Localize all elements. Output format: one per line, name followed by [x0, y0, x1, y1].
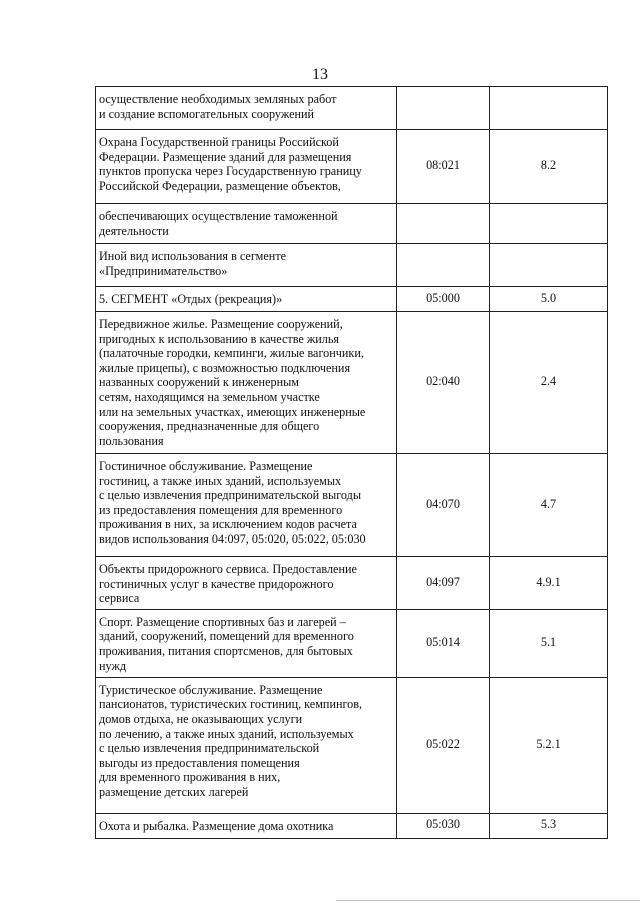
description-line: проживания, питания спортсменов, для бытовых — [99, 643, 353, 658]
cell-code — [397, 312, 490, 454]
description-line: пансионатов, туристических гостиниц, кемпингов, — [99, 697, 363, 712]
description-line: гостиничных услуг в качестве придорожного — [99, 576, 334, 591]
cell-description — [96, 130, 397, 204]
code-value: 05:000 — [426, 290, 460, 305]
description-line: Федерации. Размещение зданий для размещения — [99, 149, 352, 164]
cell-description — [96, 204, 397, 244]
cell-code — [397, 677, 490, 813]
cell-description — [96, 813, 397, 838]
description-line: жилые прицепы), с возможностью подключения — [99, 360, 351, 375]
cell-description — [96, 244, 397, 287]
description-line: с целью извлечения предпринимательской — [99, 741, 320, 756]
description-line: Охрана Государственной границы Российской — [99, 135, 339, 149]
description-line: зданий, сооружений, помещений для временного — [99, 629, 354, 644]
description-line: гостиниц, а также иных зданий, используемых — [99, 473, 342, 488]
description-line: пунктов пропуска через Государственную границу — [99, 164, 362, 179]
cell-code — [397, 813, 490, 838]
cell-number — [490, 287, 608, 312]
code-value: 02:040 — [426, 374, 460, 389]
number-value: 8.2 — [540, 158, 557, 173]
description-line: из предоставления помещения для временного — [99, 502, 343, 517]
description-line: Туристическое обслуживание. Размещение — [99, 682, 323, 697]
code-value: 04:097 — [426, 574, 460, 589]
table-row — [96, 813, 608, 838]
table-row — [96, 287, 608, 312]
cell-description — [96, 312, 397, 454]
description-line: по лечению, а также иных зданий, используемых — [99, 726, 354, 741]
number-value: 4.7 — [540, 496, 557, 511]
table-row — [96, 609, 608, 677]
page-number: 13 — [312, 66, 328, 83]
description-line: «Предпринимательство» — [99, 263, 228, 278]
table-row — [96, 204, 608, 244]
description-line: Спорт. Размещение спортивных баз и лагерей – — [99, 614, 346, 629]
cell-number — [490, 813, 608, 838]
table-row — [96, 557, 608, 610]
number-value: 4.9.1 — [536, 574, 561, 589]
cell-number — [490, 609, 608, 677]
cell-code — [397, 557, 490, 610]
description-line: или на земельных участках, имеющих инженерные — [99, 404, 366, 419]
description-line: осуществление необходимых земляных работ — [99, 92, 337, 106]
cell-description — [96, 454, 397, 557]
table-row — [96, 454, 608, 557]
table-body — [96, 87, 608, 839]
description-line: сетям, находящимся на земельном участке — [99, 389, 320, 404]
description-line: Объекты придорожного сервиса. Предоставление — [99, 562, 357, 576]
number-value: 5.3 — [540, 817, 557, 832]
land-use-table — [95, 86, 608, 839]
cell-description — [96, 87, 397, 130]
cell-number — [490, 244, 608, 287]
code-value: 08:021 — [426, 158, 460, 173]
description-line: 5. СЕГМЕНТ «Отдых (рекреация)» — [99, 292, 283, 306]
cell-number — [490, 204, 608, 244]
table-row — [96, 677, 608, 813]
number-value: 5.0 — [540, 290, 557, 305]
description-line: Охота и рыбалка. Размещение дома охотника — [99, 818, 334, 833]
table-row — [96, 87, 608, 130]
number-value: 5.2.1 — [536, 736, 561, 751]
description-line: Передвижное жилье. Размещение сооружений, — [99, 317, 343, 331]
cell-code — [397, 287, 490, 312]
description-line: сервиса — [99, 591, 140, 606]
cell-code — [397, 454, 490, 557]
table-row — [96, 130, 608, 204]
cell-number — [490, 677, 608, 813]
cell-code — [397, 87, 490, 130]
description-line: проживания в них, за исключением кодов расчета — [99, 517, 357, 532]
cell-code — [397, 204, 490, 244]
table-row — [96, 312, 608, 454]
description-line: деятельности — [99, 223, 169, 238]
code-value: 04:070 — [426, 496, 460, 511]
code-value: 05:014 — [426, 634, 460, 649]
number-value: 5.1 — [540, 634, 557, 649]
description-line: размещение детских лагерей — [99, 784, 249, 799]
description-line: нужд — [99, 658, 127, 673]
description-line: домов отдыха, не оказывающих услуги — [99, 711, 303, 726]
scan-edge-line — [336, 900, 640, 901]
description-line: обеспечивающих осуществление таможенной — [99, 209, 338, 223]
cell-code — [397, 130, 490, 204]
description-line: и создание вспомогательных сооружений — [99, 106, 315, 121]
cell-description — [96, 609, 397, 677]
cell-description — [96, 677, 397, 813]
cell-number — [490, 312, 608, 454]
description-line: пользования — [99, 433, 164, 448]
cell-number — [490, 130, 608, 204]
description-line: видов использования 04:097, 05:020, 05:022, 05:030 — [99, 531, 366, 546]
description-line: с целью извлечения предпринимательской выгоды — [99, 488, 362, 503]
description-line: названных сооружений к инженерным — [99, 375, 299, 390]
number-value: 2.4 — [540, 374, 557, 389]
cell-number — [490, 87, 608, 130]
cell-number — [490, 557, 608, 610]
code-value: 05:030 — [426, 817, 460, 832]
description-line: выгоды из предоставления помещения — [99, 755, 300, 770]
description-line: пригодных к использованию в качестве жилья — [99, 331, 340, 346]
cell-number — [490, 454, 608, 557]
cell-description — [96, 557, 397, 610]
description-line: для временного проживания в них, — [99, 770, 281, 785]
table-row — [96, 244, 608, 287]
description-line: Российской Федерации, размещение объектов, — [99, 178, 341, 193]
cell-code — [397, 609, 490, 677]
description-line: Гостиничное обслуживание. Размещение — [99, 459, 313, 473]
description-line: Иной вид использования в сегменте — [99, 249, 287, 263]
cell-description — [96, 287, 397, 312]
cell-code — [397, 244, 490, 287]
description-line: сооружения, предназначенные для общего — [99, 419, 320, 434]
code-value: 05:022 — [426, 736, 460, 751]
description-line: (палаточные городки, кемпинги, жилые вагончики, — [99, 346, 364, 361]
